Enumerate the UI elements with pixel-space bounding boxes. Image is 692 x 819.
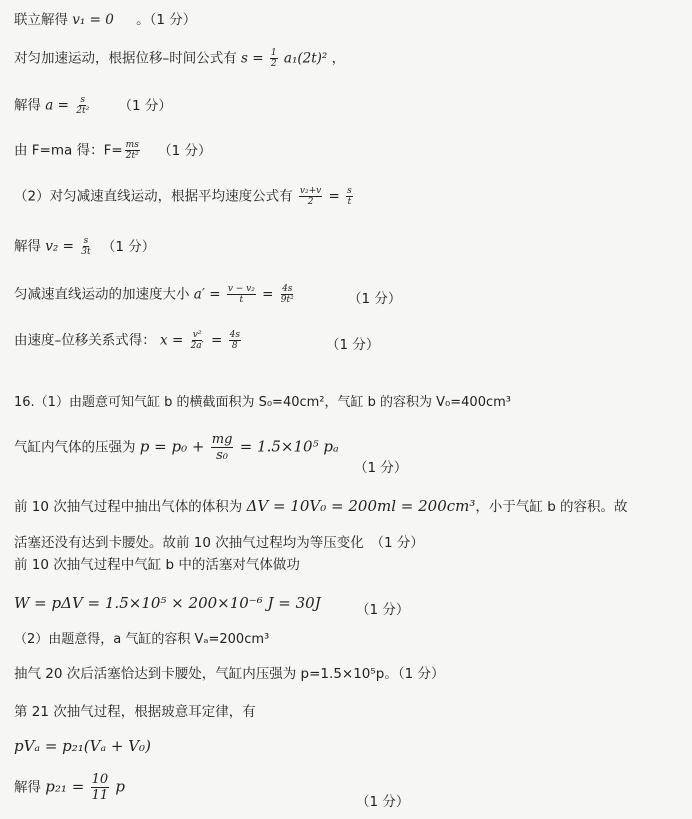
solution-line-6: 解得 v₂ = $\frac{s}{3t}$ （1 分） (14, 236, 156, 257)
score-label: （1 分） (356, 794, 410, 810)
solution-line-15: （2）由题意得，a 气缸的容积 Vₐ=200cm³ (14, 632, 270, 647)
solution-line-18: pVₐ = p₂₁(Vₐ + V₀) (14, 737, 151, 755)
question-16-header: 16.（1）由题意可知气缸 b 的横截面积为 S₀=40cm²，气缸 b 的容积为 V₀=400cm³ (14, 395, 511, 410)
solution-line-3: 解得 a = $\frac{s}{\text{2t²}}$ （1 分） (14, 95, 172, 116)
solution-line-13: 前 10 次抽气过程中气缸 b 中的活塞对气体做功 (14, 557, 300, 573)
solution-line-12: 活塞还没有达到卡腰处。故前 10 次抽气过程均为等压变化 （1 分） (14, 535, 424, 551)
solution-line-10: 气缸内气体的压强为 p = p₀ + $\frac{mg}{\text{s₀}}$ = 1.5×10⁵ pₐ (14, 432, 339, 463)
solution-line-8: 由速度–位移关系式得： x = $\frac{\text{v²}}{2a'}$ = $\frac{4s}{8}$ (14, 330, 240, 351)
fraction: $\frac{mg}{\text{s₀}}$ (211, 432, 233, 463)
score-label: （1 分） (356, 602, 410, 618)
solution-line-19: 解得 p₂₁ = $\frac{10}{11}$ p (14, 772, 126, 803)
fraction: $\frac{s}{3t}$ (81, 236, 91, 257)
solution-line-1: 联立解得 v₁ = 0 。（1 分） (14, 12, 197, 28)
fraction: $\frac{s}{\text{2t²}}$ (76, 95, 90, 116)
fraction: $\frac{4s}{8}$ (229, 330, 240, 351)
solution-line-11: 前 10 次抽气过程中抽出气体的体积为 ΔV = 10V₀ = 200ml = 200cm³，小于气缸 b 的容积。故 (14, 497, 628, 515)
solution-line-14: W = pΔV = 1.5×10⁵ × 200×10⁻⁶ J = 30J (14, 594, 321, 612)
score-label: （1 分） (326, 337, 380, 353)
fraction: $\frac{\text{v₂+v}}{2}$ (299, 186, 322, 207)
solution-line-17: 第 21 次抽气过程，根据玻意耳定律，有 (14, 704, 256, 720)
score-label: （1 分） (348, 291, 402, 307)
score-label: （1 分） (354, 460, 408, 476)
solution-line-16: 抽气 20 次后活塞恰达到卡腰处，气缸内压强为 p=1.5×10⁵p。（1 分） (14, 666, 445, 682)
fraction: $\frac{4s}{\text{9t²}}$ (280, 284, 294, 305)
fraction: $\frac{\text{v²}}{2a'}$ (190, 330, 204, 351)
solution-line-7: 匀减速直线运动的加速度大小 a′ = $\frac{\text{v − v₂}}{t}$ = $\frac{4s}{\text{9t²}}$ (14, 284, 294, 305)
fraction: $\frac{ms}{\text{2t²}}$ (125, 140, 139, 161)
solution-line-2: 对匀加速运动，根据位移–时间公式有 s = $\frac{1}{2}$ a₁(2t)² ， (14, 48, 346, 69)
fraction: $\frac{\text{v − v₂}}{t}$ (227, 284, 255, 305)
fraction: $\frac{10}{11}$ (91, 772, 109, 803)
solution-line-4: 由 F=ma 得：F= $\frac{ms}{\text{2t²}}$ （1 分） (14, 140, 212, 161)
fraction: $\frac{s}{t}$ (347, 186, 352, 207)
fraction: $\frac{1}{2}$ (270, 48, 277, 69)
solution-line-5: （2）对匀减速直线运动，根据平均速度公式有 $\frac{\text{v₂+v}}{2}$ = $\frac{s}{t}$ (14, 186, 352, 207)
